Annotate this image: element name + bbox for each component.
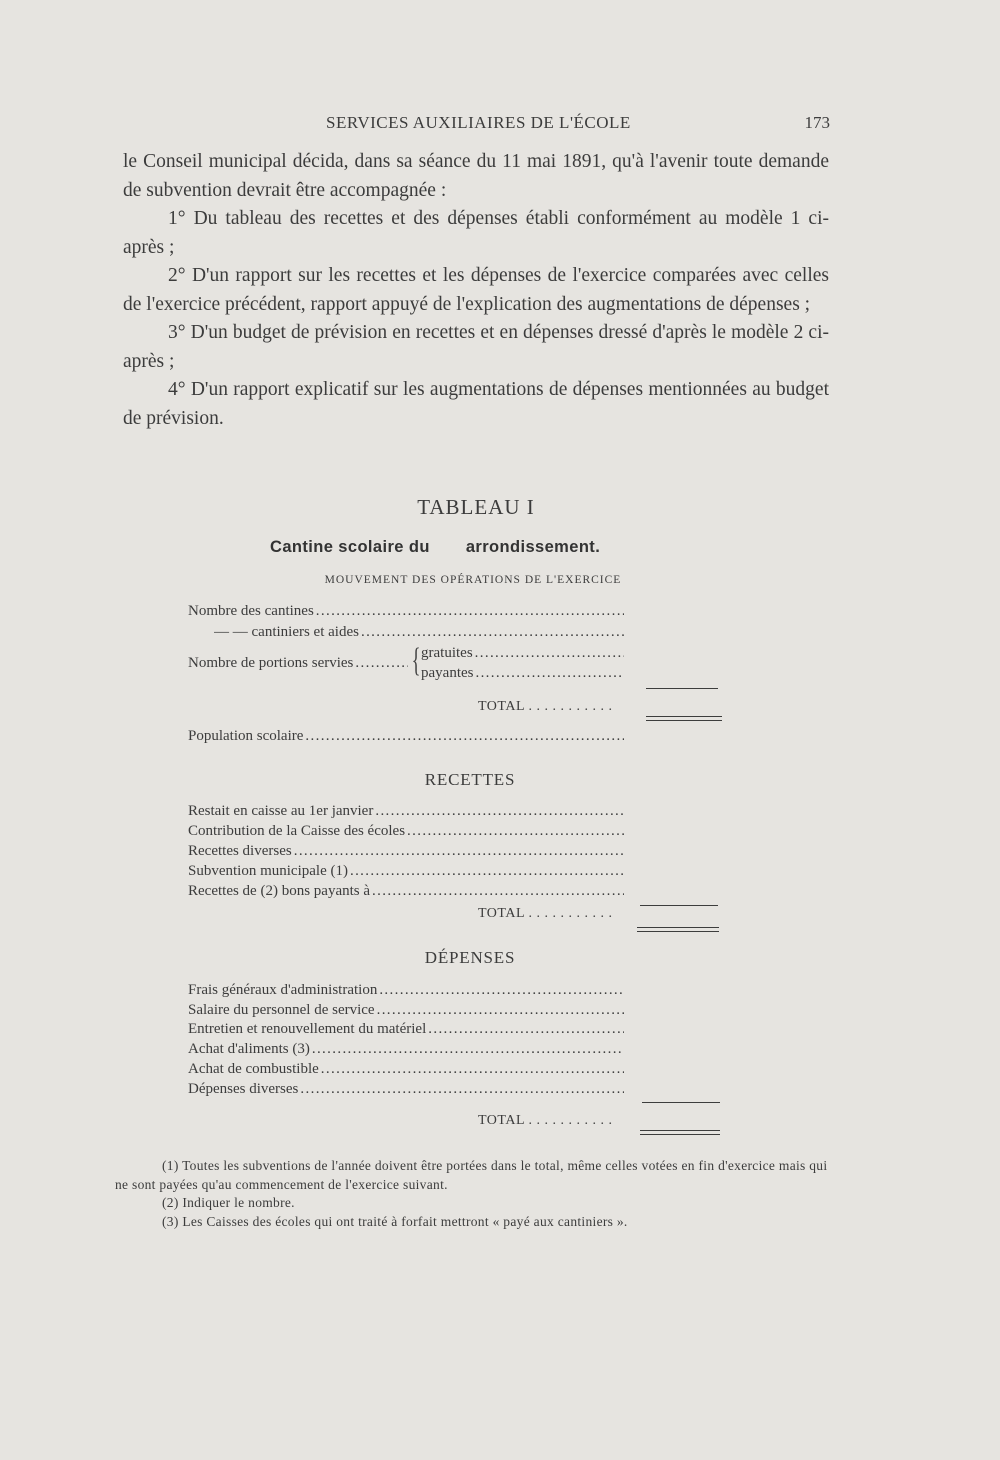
- depenses-item: Dépenses diverses . . .: [188, 1079, 624, 1099]
- double-rule: [637, 931, 719, 932]
- mouvement-heading: MOUVEMENT DES OPÉRATIONS DE L'EXERCICE: [324, 574, 622, 586]
- stat-gratuites: gratuites . . .: [421, 643, 624, 663]
- footnotes: [115, 1157, 830, 1231]
- depenses-item: Achat d'aliments (3) . . .: [188, 1039, 624, 1059]
- depenses-item: Salaire du personnel de service . . .: [188, 1000, 624, 1020]
- running-head-title: SERVICES AUXILIAIRES DE L'ÉCOLE: [326, 113, 631, 132]
- depenses-item: Frais généraux d'administration . . .: [188, 980, 624, 1000]
- stat-cantines: Nombre des cantines . . .: [188, 601, 624, 621]
- footnote: (3) Les Caisses des écoles qui ont traité à forfait mettront « payé aux cantiniers ».: [162, 1213, 628, 1229]
- stats-total-label: TOTAL . . . . . . . . . . .: [478, 699, 613, 714]
- brace-icon: {: [411, 642, 421, 679]
- rule: [642, 1102, 720, 1103]
- paragraph: 3° D'un budget de prévision en recettes et en dépenses dressé d'après le modèle 2 ci-après ;: [123, 322, 829, 372]
- tableau-subtitle: [270, 538, 600, 557]
- tableau-title: TABLEAU I: [417, 495, 535, 519]
- body-text: [123, 148, 829, 433]
- recettes-item: Recettes de (2) bons payants à . . .: [188, 881, 624, 901]
- rule: [640, 905, 718, 906]
- recettes-item: Subvention municipale (1) . . .: [188, 861, 624, 881]
- recettes-heading: RECETTES: [424, 770, 516, 789]
- double-rule: [640, 1130, 720, 1131]
- stat-cantiniers: — — cantiniers et aides . . .: [214, 622, 624, 642]
- depenses-item: Entretien et renouvellement du matériel . . .: [188, 1019, 624, 1039]
- recettes-item: Recettes diverses . . .: [188, 841, 624, 861]
- depenses-total-label: TOTAL . . . . . . . . . . .: [478, 1113, 613, 1128]
- paragraph: 4° D'un rapport explicatif sur les augmentations de dépenses mentionnées au budget de prévision.: [123, 379, 829, 429]
- recettes-item: Restait en caisse au 1er janvier . . .: [188, 801, 624, 821]
- running-head: [0, 113, 1000, 137]
- paragraph: 1° Du tableau des recettes et des dépenses établi conformément au modèle 1 ci-après ;: [123, 208, 829, 258]
- recettes-item: Contribution de la Caisse des écoles . . .: [188, 821, 624, 841]
- stat-payantes: payantes . . .: [421, 663, 624, 683]
- footnote: (2) Indiquer le nombre.: [162, 1195, 295, 1210]
- subtitle-part1: Cantine scolaire du: [270, 538, 430, 556]
- stat-portions-label: Nombre de portions servies . . .: [188, 653, 408, 673]
- depenses-item: Achat de combustible . . .: [188, 1059, 624, 1079]
- double-rule: [637, 927, 719, 928]
- depenses-heading: DÉPENSES: [424, 948, 516, 967]
- subtitle-part2: arrondissement.: [465, 538, 601, 556]
- double-rule: [646, 716, 722, 717]
- double-rule: [640, 1134, 720, 1135]
- recettes-total-label: TOTAL . . . . . . . . . . .: [478, 906, 613, 921]
- paragraph: le Conseil municipal décida, dans sa séance du 11 mai 1891, qu'à l'avenir toute demande de subvention devrait être accompagnée :: [123, 151, 829, 201]
- paragraph: 2° D'un rapport sur les recettes et les dépenses de l'exercice comparées avec celles de l'exercice précédent, rapport appuyé de l'explication des augmentations de dépenses ;: [123, 265, 829, 315]
- stat-population: Population scolaire . . .: [188, 726, 624, 746]
- double-rule: [646, 720, 722, 721]
- rule: [646, 688, 718, 689]
- page-number: 173: [804, 113, 830, 132]
- footnote: (1) Toutes les subventions de l'année doivent être portées dans le total, même celles votées en fin d'exercice mais qui ne sont payées qu'au commencement de l'exercice suivant.: [115, 1158, 828, 1192]
